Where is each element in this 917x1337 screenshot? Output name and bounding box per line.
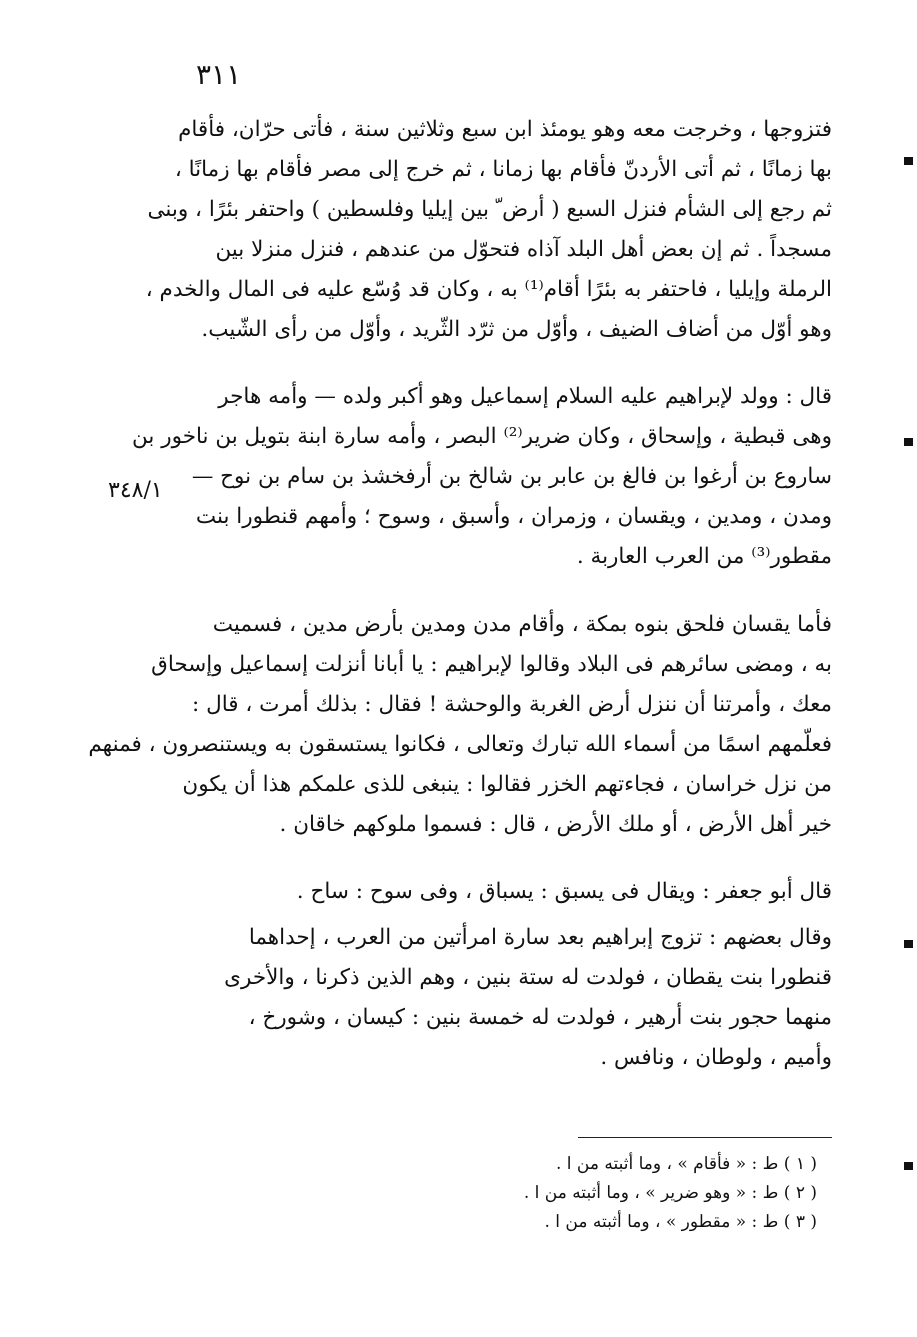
footnote: ( ١ ) ط : « فأقام » ، وما أثبته من ا . xyxy=(555,1154,817,1174)
text-line: قال : وولد لإبراهيم عليه السلام إسماعيل وهو أكبر ولده — وأمه هاجر xyxy=(218,384,832,409)
footnote-divider xyxy=(578,1137,832,1138)
footnotes xyxy=(397,1150,817,1237)
text-line: قنطورا بنت يقطان ، فولدت له ستة بنين ، وهم الذين ذكرنا ، والأخرى xyxy=(224,965,832,990)
margin-reference: ٣٤٨/١ xyxy=(108,478,163,503)
text-line: مسجداً . ثم إن بعض أهل البلد آذاه فتحوّل من عندهم ، فنزل منزلا بين xyxy=(215,237,832,262)
text-line: ومدن ، ومدين ، ويقسان ، وزمران ، وأسبق ، وسوح ؛ وأمهم قنطورا بنت xyxy=(195,504,832,529)
text-line: ثم رجع إلى الشأم فنزل السبع ( أرض ّ بين إيليا وفلسطين ) واحتفر بئرًا ، وبنى xyxy=(147,197,832,222)
footnote: ( ٣ ) ط : « مقطور » ، وما أثبته من ا . xyxy=(544,1212,817,1232)
text-line: معك ، وأمرتنا أن ننزل أرض الغربة والوحشة ! فقال : بذلك أمرت ، قال : xyxy=(192,692,832,717)
text-line: وهو أوّل من أضاف الضيف ، وأوّل من ثرّد الثّريد ، وأوّل من رأى الشّيب. xyxy=(201,317,832,342)
text-line: منهما حجور بنت أرهير ، فولدت له خمسة بنين : كيسان ، وشورخ ، xyxy=(248,1005,832,1030)
text-line: فتزوجها ، وخرجت معه وهو يومئذ ابن سبع وثلاثين سنة ، فأتى حرّان، فأقام xyxy=(178,117,832,142)
text-line: به ، ومضى سائرهم فى البلاد وقالوا لإبراهيم : يا أبانا أنزلت إسماعيل وإسحاق xyxy=(151,652,832,677)
text-line: من نزل خراسان ، فجاءتهم الخزر فقالوا : ينبغى للذى علمكم هذا أن يكون xyxy=(182,772,832,797)
text-line: فأما يقسان فلحق بنوه بمكة ، وأقام مدن ومدين بأرض مدين ، فسميت xyxy=(212,612,832,637)
scan-edge-mark xyxy=(904,940,913,948)
scan-edge-mark xyxy=(904,438,913,446)
text-line: قال أبو جعفر : ويقال فى يسبق : يسباق ، وفى سوح : ساح . xyxy=(296,879,832,904)
text-line: بها زمانًا ، ثم أتى الأردنّ فأقام بها زمانا ، ثم خرج إلى مصر فأقام بها زمانًا ، xyxy=(174,157,832,182)
text-line: فعلّمهم اسمًا من أسماء الله تبارك وتعالى ، فكانوا يستسقون به ويستنصرون ، فمنهم xyxy=(88,732,832,757)
text-line: ساروع بن أرغوا بن فالغ بن عابر بن شالخ بن أرفخشذ بن سام بن نوح — xyxy=(191,464,832,489)
page-number: ٣١١ xyxy=(196,58,242,91)
text-line: وهى قبطية ، وإسحاق ، وكان ضرير⁽²⁾ البصر ، وأمه سارة ابنة بتويل بن ناخور بن xyxy=(132,424,832,449)
text-line: الرملة وإيليا ، فاحتفر به بئرًا أقام⁽¹⁾ به ، وكان قد وُسّع عليه فى المال والخدم ، xyxy=(145,277,832,302)
scan-edge-mark xyxy=(904,1162,913,1170)
text-line: خير أهل الأرض ، أو ملك الأرض ، قال : فسموا ملوكهم خاقان . xyxy=(279,812,832,837)
paragraph-1 xyxy=(145,110,832,350)
paragraph-5 xyxy=(186,918,832,1078)
text-line: مقطور⁽³⁾ من العرب العاربة . xyxy=(576,544,832,569)
scan-edge-mark xyxy=(904,157,913,165)
text-line: وأميم ، ولوطان ، ونافس . xyxy=(600,1045,832,1070)
footnote: ( ٢ ) ط : « وهو ضرير » ، وما أثبته من ا . xyxy=(523,1183,817,1203)
paragraph-3 xyxy=(88,605,832,845)
paragraph-4 xyxy=(186,872,832,912)
text-line: وقال بعضهم : تزوج إبراهيم بعد سارة امرأتين من العرب ، إحداهما xyxy=(248,925,832,950)
